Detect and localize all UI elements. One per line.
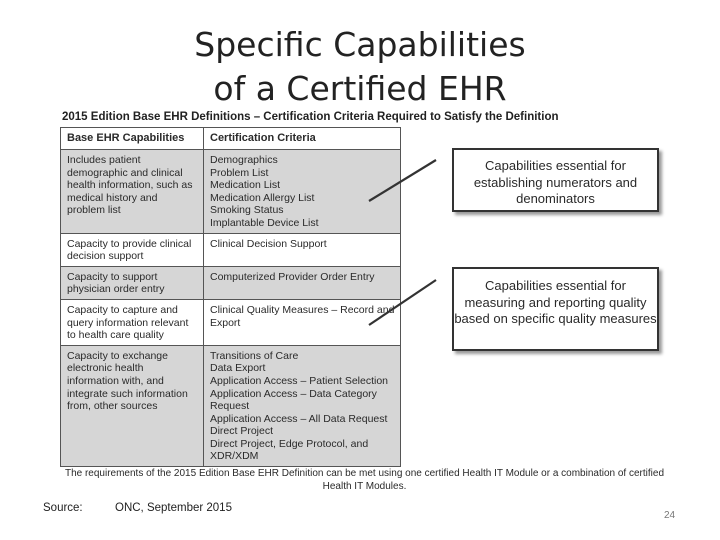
- criterion: Clinical Quality Measures – Record and Export: [210, 303, 395, 329]
- capability-cell: Capacity to exchange electronic health information with, and integrate such information from, other sources: [61, 345, 204, 466]
- header-criteria: Certification Criteria: [204, 128, 401, 150]
- criterion: Medication List: [210, 179, 281, 192]
- criterion: Data Export: [210, 362, 266, 375]
- pointer-line-quality: [369, 280, 436, 325]
- criterion: Problem List: [210, 166, 269, 179]
- table-title: 2015 Edition Base EHR Definitions – Certification Criteria Required to Satisfy the Definition: [62, 111, 559, 123]
- capability-cell: Includes patient demographic and clinical health information, such as medical history and problem list: [61, 150, 204, 234]
- criterion: Direct Project, Edge Protocol, and XDR/XDM: [210, 437, 369, 463]
- source-text: ONC, September 2015: [115, 502, 232, 514]
- page-number: 24: [664, 510, 676, 521]
- criterion: Demographics: [210, 154, 278, 166]
- capability-cell: Capacity to provide clinical decision support: [61, 233, 204, 266]
- capability-cell: Capacity to support physician order entry: [61, 266, 204, 299]
- criterion: Smoking Status: [210, 204, 284, 217]
- slide-title-line-2: of a Certified EHR: [213, 69, 507, 108]
- criterion: Application Access – All Data Request: [210, 412, 388, 425]
- criterion: Application Access – Data Category Request: [210, 387, 377, 413]
- criterion: Computerized Provider Order Entry: [210, 270, 375, 283]
- criterion: Clinical Decision Support: [210, 237, 327, 250]
- criterion: Direct Project: [210, 425, 274, 438]
- callout-quality-measures: Capabilities essential for measuring and reporting quality based on specific quality measures: [452, 267, 659, 351]
- criterion: Transitions of Care: [210, 349, 299, 362]
- criterion: Application Access – Patient Selection: [210, 374, 389, 387]
- source-label: Source:: [43, 502, 83, 514]
- criterion: Medication Allergy List: [210, 191, 315, 204]
- pointer-line-numerators: [369, 160, 436, 201]
- slide-title-line-1: Specific Capabilities: [194, 25, 526, 64]
- table-footnote: The requirements of the 2015 Edition Base EHR Definition can be met using one certified Health IT Module or a combination of certified Health IT Modules.: [64, 468, 665, 492]
- callout-numerators-denominators: Capabilities essential for establishing numerators and denominators: [452, 148, 659, 212]
- capability-cell: Capacity to capture and query information relevant to health care quality: [61, 299, 204, 345]
- criterion: Implantable Device List: [210, 216, 319, 229]
- header-capabilities: Base EHR Capabilities: [61, 128, 204, 150]
